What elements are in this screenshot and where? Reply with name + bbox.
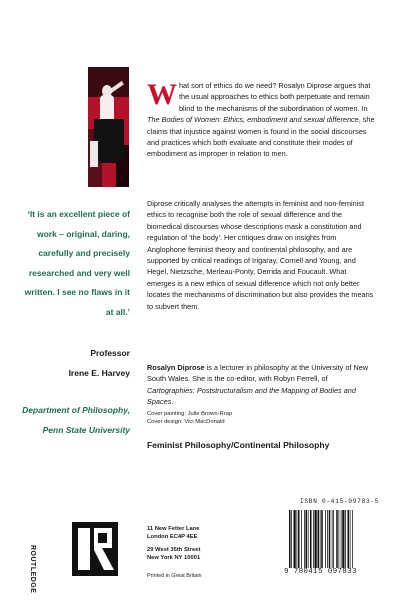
barcode-number: 9 780415 097833 <box>284 568 357 576</box>
drop-cap: W <box>147 78 177 111</box>
blurb-paragraph-1 <box>147 80 375 160</box>
address-line: London EC4P 4EE <box>147 534 198 541</box>
co-edited-book-title: Cartographies: Poststructuralism and the Mapping of Bodies and Spaces <box>147 385 356 407</box>
reviewer-affiliation: Department of Philosophy, Penn State University <box>22 405 130 435</box>
reviewer-title: Professor <box>90 348 130 358</box>
blurb-paragraph-2 <box>147 198 375 312</box>
publisher-logo-text: ROUTLEDGE <box>29 545 36 594</box>
blurb-text: Diprose critically analyses the attempts in feminist and non-feminist ethics to recognise both the role of sexual difference and the biomedical discourses whose descriptions mask a constitution and regulation of 'the body'. Her critiques draw on insights from Anglophone feminist theory and continental philosophy, and are supported by critical readings of Irigaray, Cornell and Young, and Hegel, Nietzsche, Merleau-Ponty, Derrida and Foucault. What emerges is a new ethics of sexual difference which not only better locates the mechanisms of discrimination but also provides the means to subvert them. <box>147 199 374 311</box>
bio-text: . <box>171 397 174 407</box>
isbn-label: ISBN 0-415-09783-5 <box>300 498 380 505</box>
address-line: 29 West 35th Street <box>147 546 201 553</box>
printed-in: Printed in Great Britain <box>147 573 202 579</box>
address-line: New York NY 10001 <box>147 555 201 562</box>
painting-credit: Cover painting: Julie Brown-Rrap <box>147 411 233 417</box>
subject-category: Feminist Philosophy/Continental Philosophy <box>147 440 330 450</box>
painting-figure-skirt <box>94 119 124 163</box>
cover-credits <box>147 410 375 426</box>
author-name: Rosalyn Diprose <box>147 363 205 372</box>
cover-painting <box>88 67 129 187</box>
blurb-text: hat sort of ethics do we need? Rosalyn Diprose argues that the usual approaches to ethics both perpetuate and remain blind to the mechanisms of the subordination of women. In <box>179 81 371 113</box>
barcode <box>288 510 374 568</box>
routledge-logo <box>70 520 120 578</box>
address-line: 11 New Fetter Lane <box>147 526 200 532</box>
publisher-address <box>147 525 257 563</box>
review-quote: ‘It is an excellent piece of work – original, daring, carefully and precisely researched and very well written. I see no flaws in it at all.’ <box>24 209 130 317</box>
reviewer-name: Irene E. Harvey <box>68 368 130 378</box>
painting-light-shape <box>90 141 98 167</box>
author-bio <box>147 362 375 408</box>
design-credit: Cover design: Vici MacDonald <box>147 419 225 425</box>
bio-text: is a lecturer in philosophy at the University of New South Wales. She is the co-editor, with Robyn Ferrell, of <box>147 363 369 384</box>
blurb-text: , she claims that injustice against women is found in the social discourses and practices which both evaluate and constitute their modes of embodiment as improper in relation to men. <box>147 115 375 159</box>
book-title: The Bodies of Women: Ethics, embodiment and sexual difference <box>147 115 359 125</box>
